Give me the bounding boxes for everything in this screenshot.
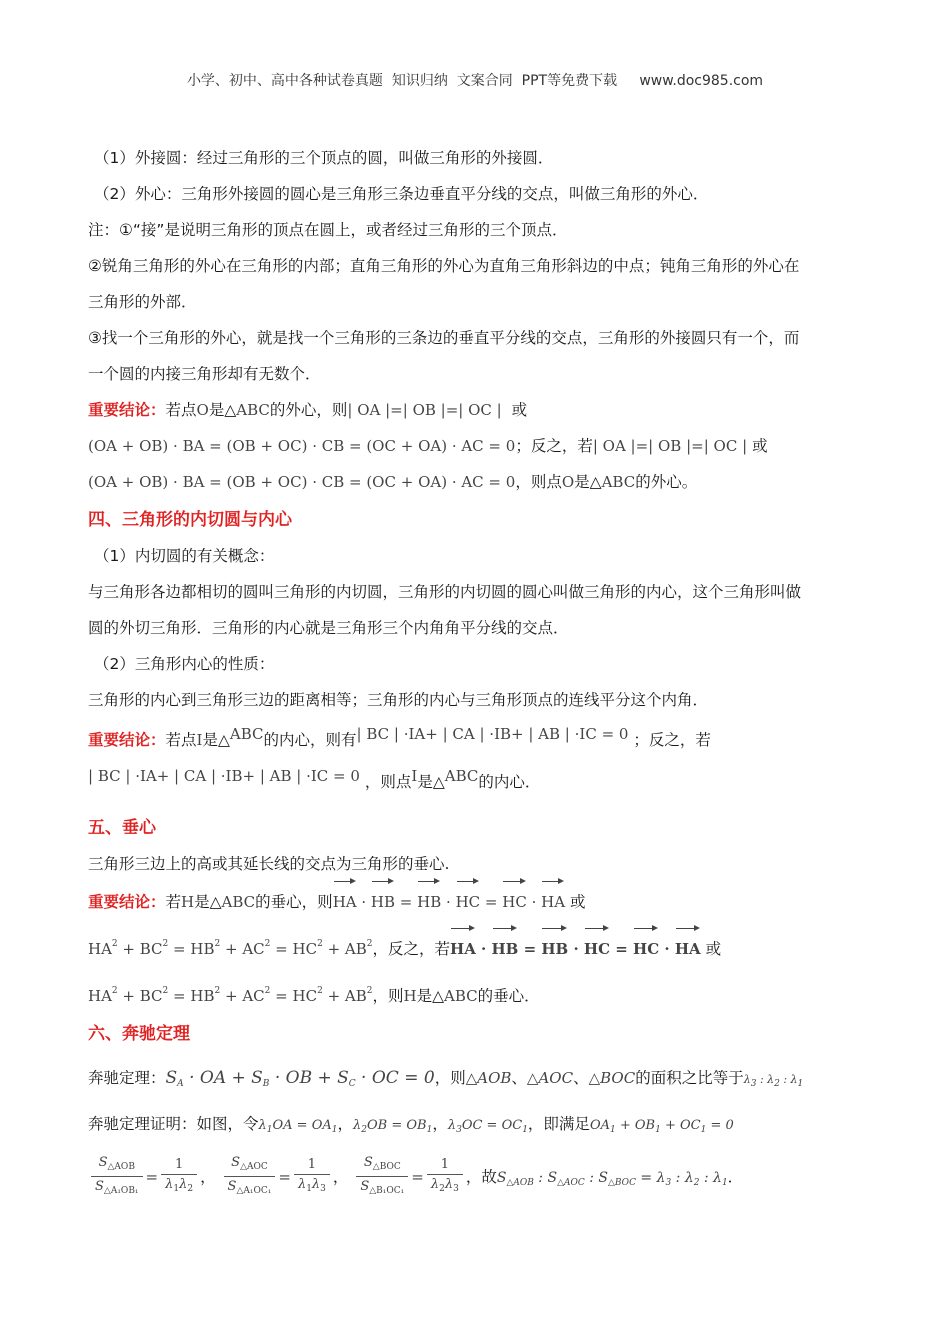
benz-theorem: 奔驰定理：$S_A$ · OA + $S_B$ · OB + $S_C$ · OC = 0，则△AOB、△AOC、△BOC的面积之比等于$\lambda_3$ : $\lambda_2$ : $\lambda_1$ — [88, 1068, 804, 1089]
fraction-aob: $\frac{S_{\triangle AOB}}{S_{\triangle A_1OB_1}}$ — [91, 1154, 143, 1201]
incircle-definition-line-1: 与三角形各边都相切的圆叫三角形的内切圆，三角形的内切圆的圆心叫做三角形的内心，这个三角形叫做 — [88, 583, 802, 601]
page-header: 小学、初中、高中各种试卷真题 知识归纳 文案合同 PPT等免费下载 www.doc985.com — [186, 73, 764, 89]
incircle-concepts-heading: （1）内切圆的有关概念： — [94, 547, 275, 565]
fraction-boc: $\frac{S_{\triangle BOC}}{S_{\triangle B_1OC_1}}$ — [356, 1154, 408, 1201]
section-incircle-title: 四、三角形的内切圆与内心 — [88, 510, 292, 530]
document-body — [88, 140, 863, 1210]
section-orthocenter-title: 五、垂心 — [88, 818, 156, 838]
incenter-properties: 三角形的内心到三角形三边的距离相等；三角形的内心与三角形顶点的连线平分这个内角． — [88, 691, 709, 709]
fraction-aoc: $\frac{S_{\triangle AOC}}{S_{\triangle A_1OC_1}}$ — [224, 1154, 276, 1201]
orthocenter-conclusion-line-3: $HA^2 + BC^2 = HB^2 + AC^2 = HC^2 + AB^2$，则H是△ABC的垂心． — [88, 986, 540, 1005]
incircle-definition-line-2: 圆的外切三角形．三角形的内心就是三角形三个内角角平分线的交点． — [88, 619, 569, 637]
orthocenter-definition: 三角形三边上的高或其延长线的交点为三角形的垂心. — [88, 855, 450, 873]
incenter-conclusion-line-2: | BC | ·IA+ | CA | ·IB+ | AB | ·IC = 0 ，则点I是△ABC的内心． — [88, 767, 541, 791]
circumcircle-definition: （1）外接圆：经过三角形的三个顶点的圆，叫做三角形的外接圆． — [94, 149, 554, 167]
benz-proof-line-2: $\frac{S_{\triangle AOB}}{S_{\triangle A_1OB_1}}$ = $\frac{1}{\lambda_1\lambda_2}$ ， $\frac{S_{\triangle AOC}}{S_{\triangle A_1OC_1}}$ = $\frac{1}{\lambda_1\lambda_3}$ ， $\frac{S_{\triangle BOC}}{S_{\triangle B_1OC_1}}$ = $\frac{1}{\lambda_2\lambda_3}$ ，故$S_{\triangle AOB}$ : $S_{\triangle AOC}$ : $S_{\triangle BOC} = \lambda_3$ : $\lambda_2$ : $\lambda_1$． — [88, 1150, 863, 1210]
formula-dot-products: (OA + OB) · BA = (OB + OC) · CB = (OC + OA) · AC = 0 — [88, 437, 516, 455]
formula-equal-lengths: | OA |=| OB |=| OC | — [347, 401, 502, 419]
orthocenter-conclusion-line-2: $HA^2 + BC^2 = HB^2 + AC^2 = HC^2 + AB^2$，反之，若HA · HB = HB · HC = HC · HA 或 — [88, 926, 863, 967]
circumcenter-definition: （2）外心：三角形外接圆的圆心是三角形三条边垂直平分线的交点，叫做三角形的外心． — [94, 185, 709, 203]
formula-orthocenter-vectors: HA · HB = HB · HC = HC · HA — [333, 893, 565, 911]
formula-orthocenter-squares: $HA^2 + BC^2 = HB^2 + AC^2 = HC^2 + AB^2$ — [88, 939, 373, 958]
section-benz-title: 六、奔驰定理 — [88, 1024, 190, 1044]
note-3-line-2: 一个圆的内接三角形却有无数个． — [88, 365, 321, 383]
formula-incenter: | BC | ·IA+ | CA | ·IB+ | AB | ·IC = 0 — [356, 725, 629, 743]
important-label: 重要结论： — [88, 401, 166, 419]
note-2-line-2: 三角形的外部． — [88, 293, 197, 311]
circumcenter-conclusion-line-1: 重要结论：若点O是△ABC的外心，则| OA |=| OB |=| OC | 或 — [88, 401, 528, 419]
incenter-properties-heading: （2）三角形内心的性质： — [94, 655, 275, 673]
orthocenter-conclusion-line-1: 重要结论：若H是△ABC的垂心，则HA · HB = HB · HC = HC · HA 或 — [88, 884, 863, 920]
benz-proof-line-1: 奔驰定理证明：如图，令$\lambda_1OA = OA_1$，$\lambda_2OB = OB_1$，$\lambda_3OC = OC_1$，即满足$OA_1 + OB_1 + OC_1 = 0$ — [88, 1115, 734, 1135]
note-1: 注：①“接”是说明三角形的顶点在圆上，或者经过三角形的三个顶点． — [88, 221, 568, 239]
circumcenter-conclusion-line-2: (OA + OB) · BA = (OB + OC) · CB = (OC + OA) · AC = 0；反之，若| OA |=| OB |=| OC | 或 — [88, 437, 768, 455]
circumcenter-conclusion-line-3: (OA + OB) · BA = (OB + OC) · CB = (OC + OA) · AC = 0，则点O是△ABC的外心。 — [88, 473, 698, 491]
note-2-line-1: ②锐角三角形的外心在三角形的内部；直角三角形的外心为直角三角形斜边的中点；钝角三角形的外心在 — [88, 257, 800, 275]
note-3-line-1: ③找一个三角形的外心，就是找一个三角形的三条边的垂直平分线的交点，三角形的外接圆只有一个，而 — [88, 329, 800, 347]
formula-benz: $S_A$ · OA + $S_B$ · OB + $S_C$ · OC = 0 — [165, 1068, 435, 1089]
incenter-conclusion-line-1: 重要结论：若点I是△ABC的内心，则有| BC | ·IA+ | CA | ·IB+ | AB | ·IC = 0 ；反之，若 — [88, 725, 711, 749]
